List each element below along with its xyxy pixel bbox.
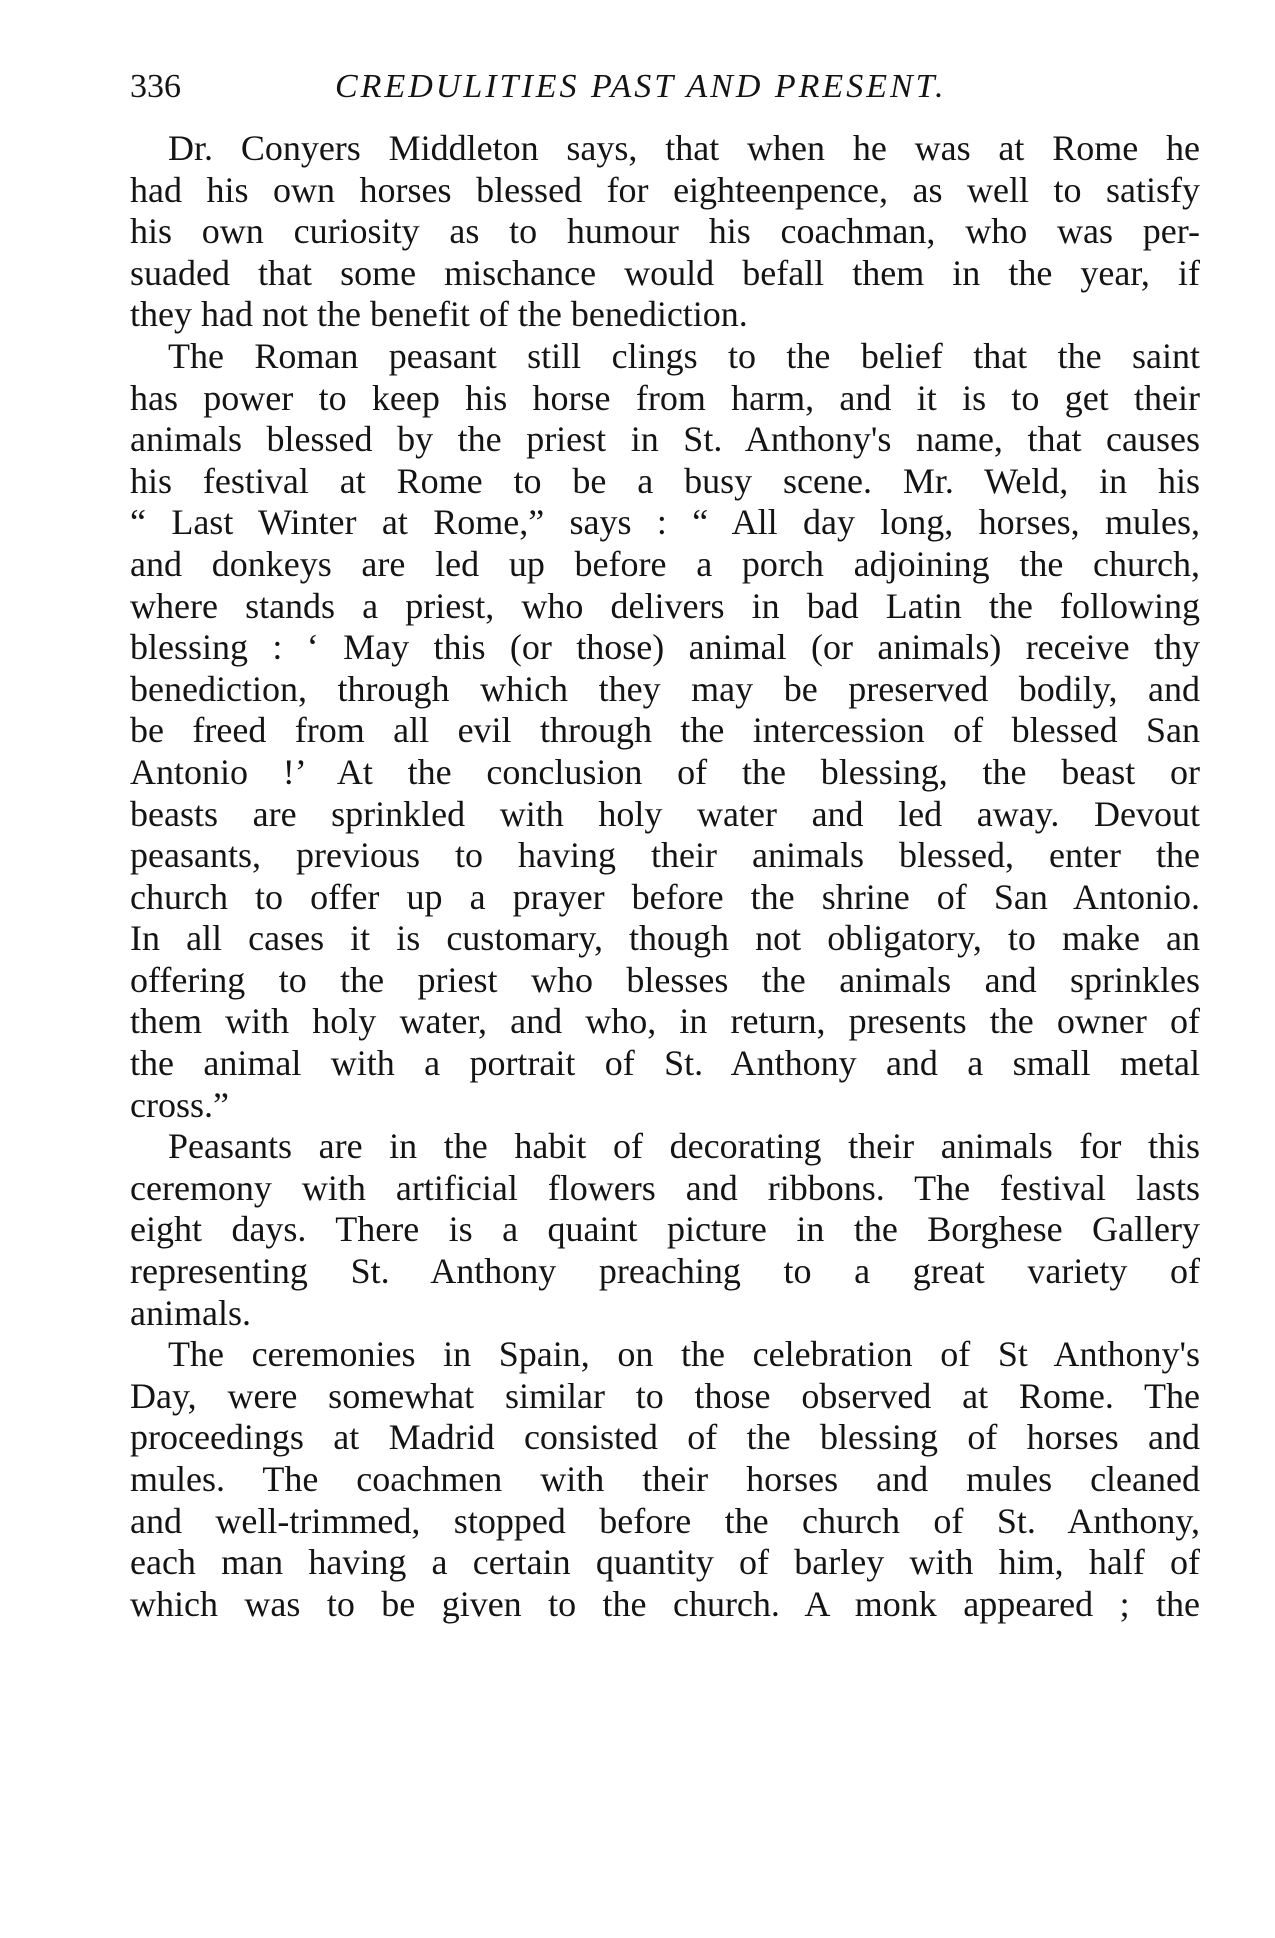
paragraph-decorating: [130, 1126, 1200, 1334]
page-number: 336: [130, 68, 181, 105]
paragraph-spain: [130, 1334, 1200, 1625]
paragraph-middleton: [130, 128, 1200, 336]
text-line: has power to keep his horse from harm, and it is to get their: [130, 377, 1200, 418]
text-line: them with holy water, and who, in return, presents the owner of: [130, 1001, 1200, 1042]
text-line: In all cases it is customary, though not obligatory, to make an: [130, 918, 1200, 959]
text-line: benediction, through which they may be preserved bodily, and: [130, 668, 1200, 709]
text-line: “ Last Winter at Rome,” says : “ All day long, horses, mules,: [130, 502, 1200, 543]
text-line: peasants, previous to having their animals blessed, enter the: [130, 835, 1200, 876]
text-line: had his own horses blessed for eighteenpence, as well to satisfy: [130, 169, 1200, 210]
text-line: mules. The coachmen with their horses and mules cleaned: [130, 1459, 1200, 1499]
text-line: ceremony with artificial flowers and ribbons. The festival lasts: [130, 1167, 1200, 1208]
text-line: animals.: [130, 1292, 251, 1333]
body-text: [130, 128, 1200, 1625]
text-line: church to offer up a prayer before the shrine of San Antonio.: [130, 876, 1200, 917]
text-line: which was to be given to the church. A monk appeared ; the: [130, 1583, 1200, 1624]
text-line: his own curiosity as to humour his coachman, who was per-: [130, 211, 1200, 252]
text-line: where stands a priest, who delivers in bad Latin the following: [130, 585, 1200, 626]
text-line: Dr. Conyers Middleton says, that when he was at Rome he: [168, 128, 1200, 168]
text-line: The Roman peasant still clings to the belief that the saint: [168, 335, 1200, 376]
text-line: each man having a certain quantity of barley with him, half of: [130, 1542, 1200, 1583]
text-line: The ceremonies in Spain, on the celebration of St Anthony's: [168, 1334, 1200, 1375]
text-line: Peasants are in the habit of decorating their animals for this: [168, 1126, 1200, 1167]
text-line: blessing : ‘ May this (or those) animal (or animals) receive thy: [130, 627, 1200, 668]
running-head: [130, 62, 1200, 112]
text-line: and well-trimmed, stopped before the church of St. Anthony,: [130, 1500, 1200, 1541]
text-line: eight days. There is a quaint picture in the Borghese Gallery: [130, 1209, 1200, 1250]
text-line: Antonio !’ At the conclusion of the blessing, the beast or: [130, 751, 1200, 792]
text-line: be freed from all evil through the intercession of blessed San: [130, 710, 1200, 751]
text-line: cross.”: [130, 1084, 229, 1125]
text-line: and donkeys are led up before a porch adjoining the church,: [130, 543, 1200, 584]
text-line: proceedings at Madrid consisted of the blessing of horses and: [130, 1417, 1200, 1458]
text-line: animals blessed by the priest in St. Anthony's name, that causes: [130, 419, 1200, 460]
paragraph-roman-peasant: [130, 336, 1200, 1126]
text-line: offering to the priest who blesses the animals and sprinkles: [130, 959, 1200, 1000]
running-head-title: CREDULITIES PAST AND PRESENT.: [335, 68, 947, 105]
text-line: suaded that some mischance would befall them in the year, if: [130, 252, 1200, 293]
text-line: Day, were somewhat similar to those observed at Rome. The: [130, 1375, 1200, 1416]
text-line: the animal with a portrait of St. Anthony and a small metal: [130, 1043, 1200, 1084]
text-line: representing St. Anthony preaching to a great variety of: [130, 1251, 1200, 1292]
text-line: they had not the benefit of the benediction.: [130, 294, 748, 335]
text-line: beasts are sprinkled with holy water and led away. Devout: [130, 793, 1200, 834]
text-line: his festival at Rome to be a busy scene. Mr. Weld, in his: [130, 460, 1200, 501]
